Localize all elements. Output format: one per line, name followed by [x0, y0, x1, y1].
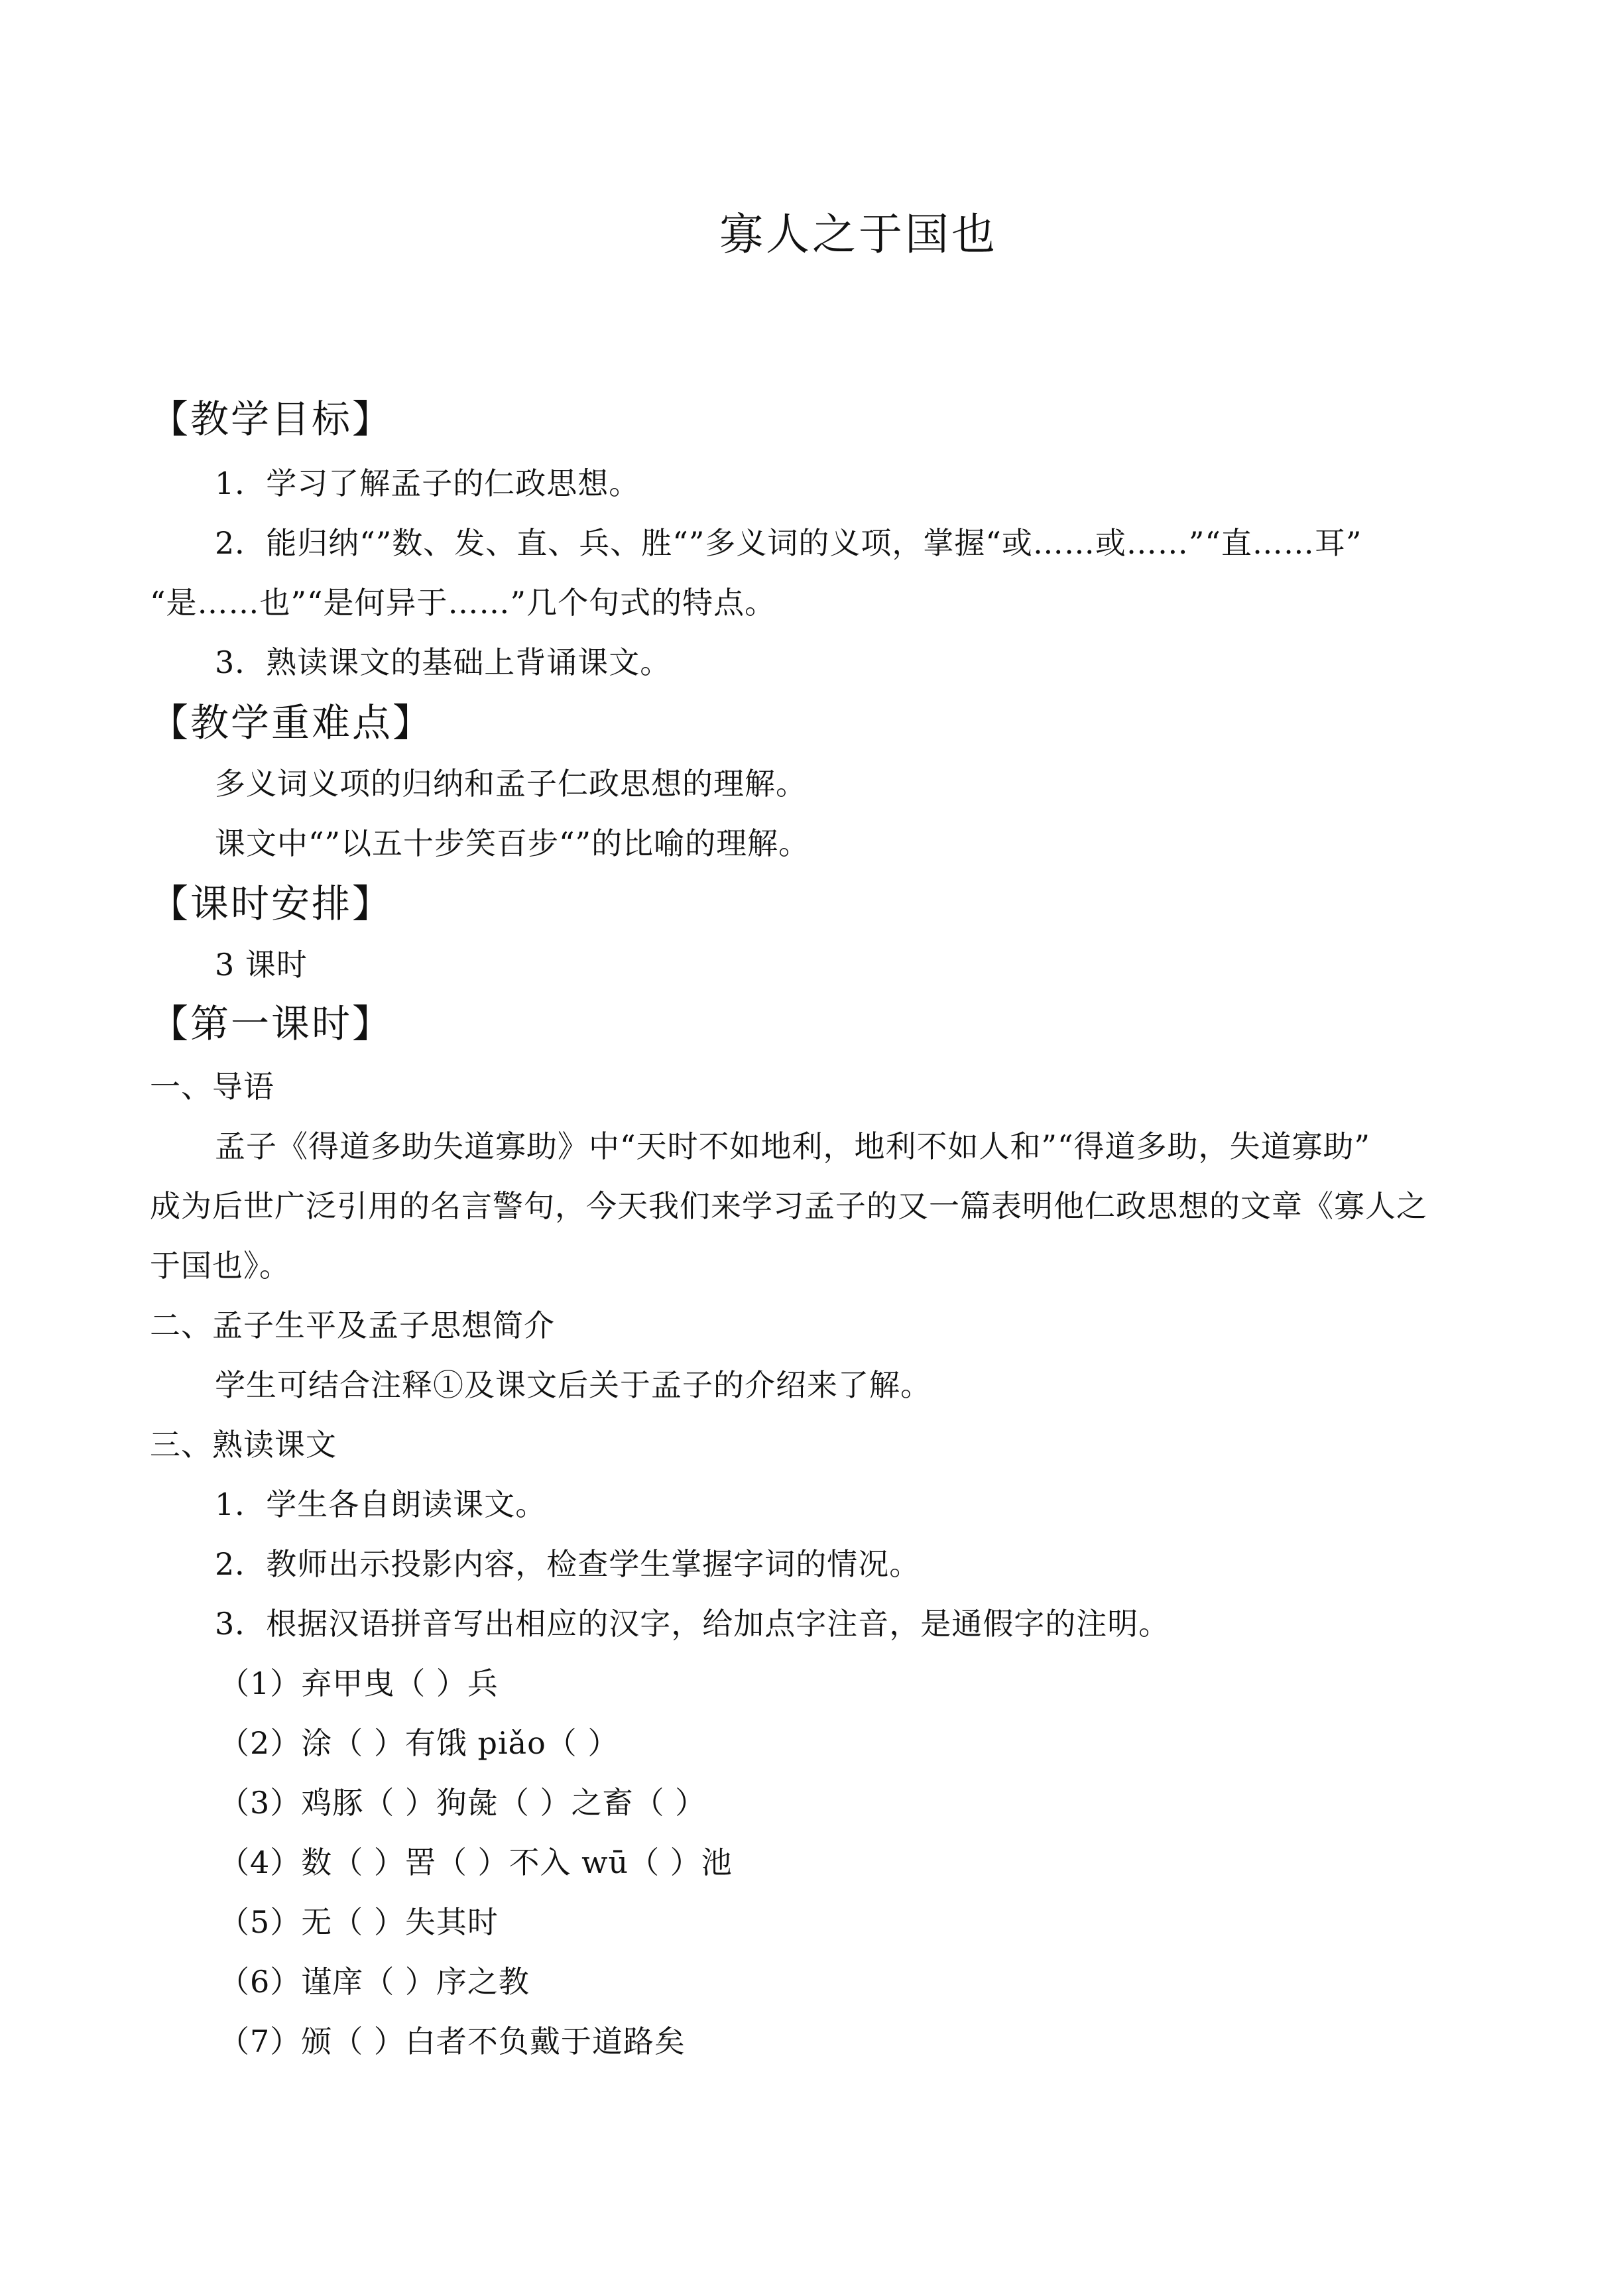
exercise-2: （2）涂（ ）有饿 piǎo（ ）: [219, 1725, 619, 1761]
part1-line-3: 于国也》。: [150, 1248, 290, 1284]
objective-item-1: 1．学习了解孟子的仁政思想。: [215, 465, 640, 501]
section-heading-objectives: 【教学目标】: [150, 396, 393, 442]
schedule-text: 3 课时: [215, 947, 308, 983]
part3-item-1: 1．学生各自朗读课文。: [215, 1486, 547, 1522]
exercise-3: （3）鸡豚（ ）狗彘（ ）之畜（ ）: [219, 1785, 707, 1821]
part3-title: 三、熟读课文: [150, 1427, 337, 1463]
section-heading-key-points: 【教学重难点】: [150, 700, 434, 745]
part1-line-1: 孟子《得道多助失道寡助》中“天时不如地利，地利不如人和”“得道多助，失道寡助”: [215, 1128, 1371, 1164]
exercise-7: （7）颁（ ）白者不负戴于道路矣: [219, 2024, 686, 2059]
part2-title: 二、孟子生平及孟子思想简介: [150, 1307, 555, 1343]
part1-line-2: 成为后世广泛引用的名言警句，今天我们来学习孟子的又一篇表明他仁政思想的文章《寡人之: [150, 1188, 1427, 1224]
exercise-1: （1）弃甲曳（ ）兵: [219, 1665, 499, 1701]
key-point-1: 多义词义项的归纳和孟子仁政思想的理解。: [215, 766, 807, 802]
objective-item-3: 3．熟读课文的基础上背诵课文。: [215, 644, 672, 680]
page-title: 寡人之于国也: [719, 209, 998, 260]
part1-title: 一、导语: [150, 1069, 274, 1105]
part2-text: 学生可结合注释①及课文后关于孟子的介绍来了解。: [215, 1367, 932, 1403]
section-heading-lesson-one: 【第一课时】: [150, 1001, 393, 1046]
objective-item-2-cont: “是……也”“是何异于……”几个句式的特点。: [150, 585, 776, 621]
part3-item-3: 3．根据汉语拼音写出相应的汉字，给加点字注音，是通假字的注明。: [215, 1606, 1170, 1642]
objective-item-2: 2．能归纳“”数、发、直、兵、胜“”多义词的义项，掌握“或……或……”“直……耳”: [215, 525, 1362, 561]
exercise-5: （5）无（ ）失其时: [219, 1904, 499, 1940]
key-point-2: 课文中“”以五十步笑百步“”的比喻的理解。: [215, 825, 810, 861]
exercise-6: （6）谨庠（ ）序之教: [219, 1964, 530, 2000]
section-heading-schedule: 【课时安排】: [150, 881, 393, 926]
part3-item-2: 2．教师出示投影内容，检查学生掌握字词的情况。: [215, 1546, 921, 1582]
exercise-4: （4）数（ ）罟（ ）不入 wū（ ）池: [219, 1844, 733, 1880]
